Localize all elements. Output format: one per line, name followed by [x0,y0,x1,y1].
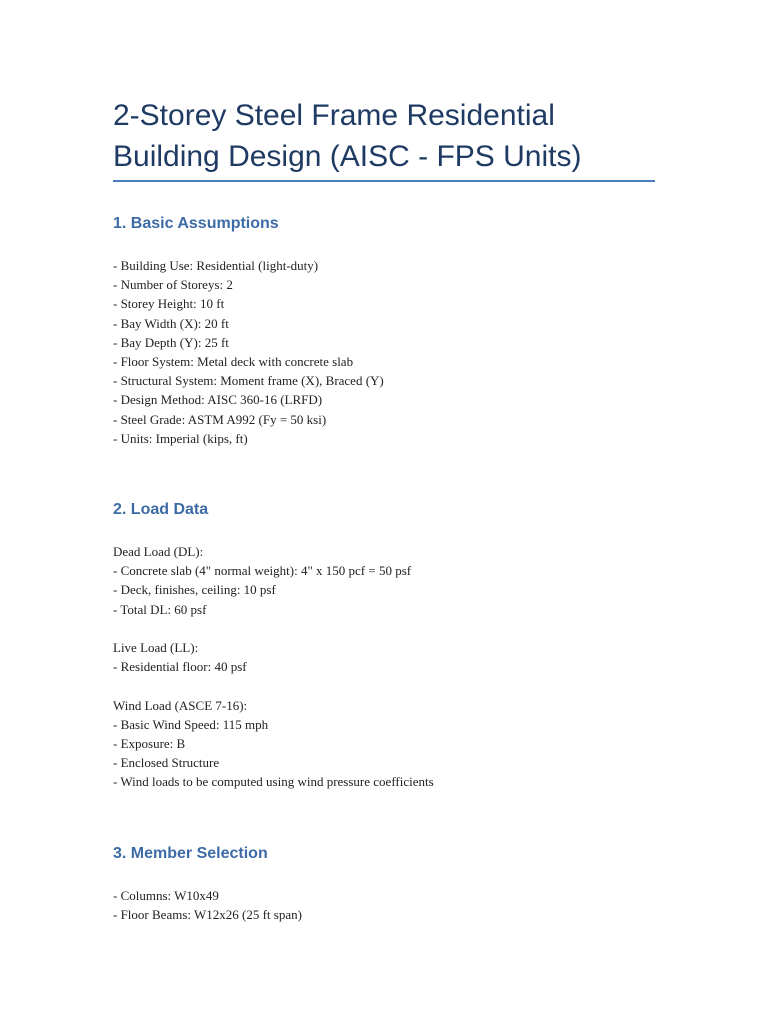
list-item: - Bay Depth (Y): 25 ft [113,334,229,350]
list-item: - Steel Grade: ASTM A992 (Fy = 50 ksi) [113,411,327,427]
title-underline [113,180,655,182]
list-item: - Residential floor: 40 psf [113,659,247,675]
list-item: - Number of Storeys: 2 [113,277,233,293]
list-item: - Storey Height: 10 ft [113,296,225,312]
load-data-block [113,542,434,792]
list-item: - Concrete slab (4" normal weight): 4" x 150 pcf = 50 psf [113,563,412,579]
section-heading-member-selection: 3. Member Selection [113,845,268,862]
section-heading-load-data: 2. Load Data [113,501,209,518]
list-item: - Deck, finishes, ceiling: 10 psf [113,582,276,598]
list-item: - Bay Width (X): 20 ft [113,315,229,331]
list-item: - Units: Imperial (kips, ft) [113,430,248,446]
document-title: 2-Storey Steel Frame Residential Building Design (AISC - FPS Units) [113,99,582,173]
list-item: - Design Method: AISC 360-16 (LRFD) [113,392,323,408]
paragraph-gap [113,676,434,695]
list-item: - Wind loads to be computed using wind pressure coefficients [113,774,434,790]
list-item: - Total DL: 60 psf [113,601,207,617]
live-load-label: Live Load (LL): [113,640,199,655]
list-item: - Exposure: B [113,736,186,751]
list-item: - Building Use: Residential (light-duty) [113,258,319,273]
member-selection-list [113,886,302,924]
list-item: - Columns: W10x49 [113,888,219,903]
wind-load-label: Wind Load (ASCE 7-16): [113,697,248,713]
list-item: - Structural System: Moment frame (X), Braced (Y) [113,373,384,389]
section-heading-basic-assumptions: 1. Basic Assumptions [113,215,279,232]
basic-assumptions-list [113,256,384,448]
list-item: - Basic Wind Speed: 115 mph [113,716,269,732]
list-item: - Floor System: Metal deck with concrete slab [113,354,354,370]
list-item: - Enclosed Structure [113,755,220,771]
list-item: - Floor Beams: W12x26 (25 ft span) [113,907,302,923]
paragraph-gap [113,619,434,638]
dead-load-label: Dead Load (DL): [113,544,204,559]
